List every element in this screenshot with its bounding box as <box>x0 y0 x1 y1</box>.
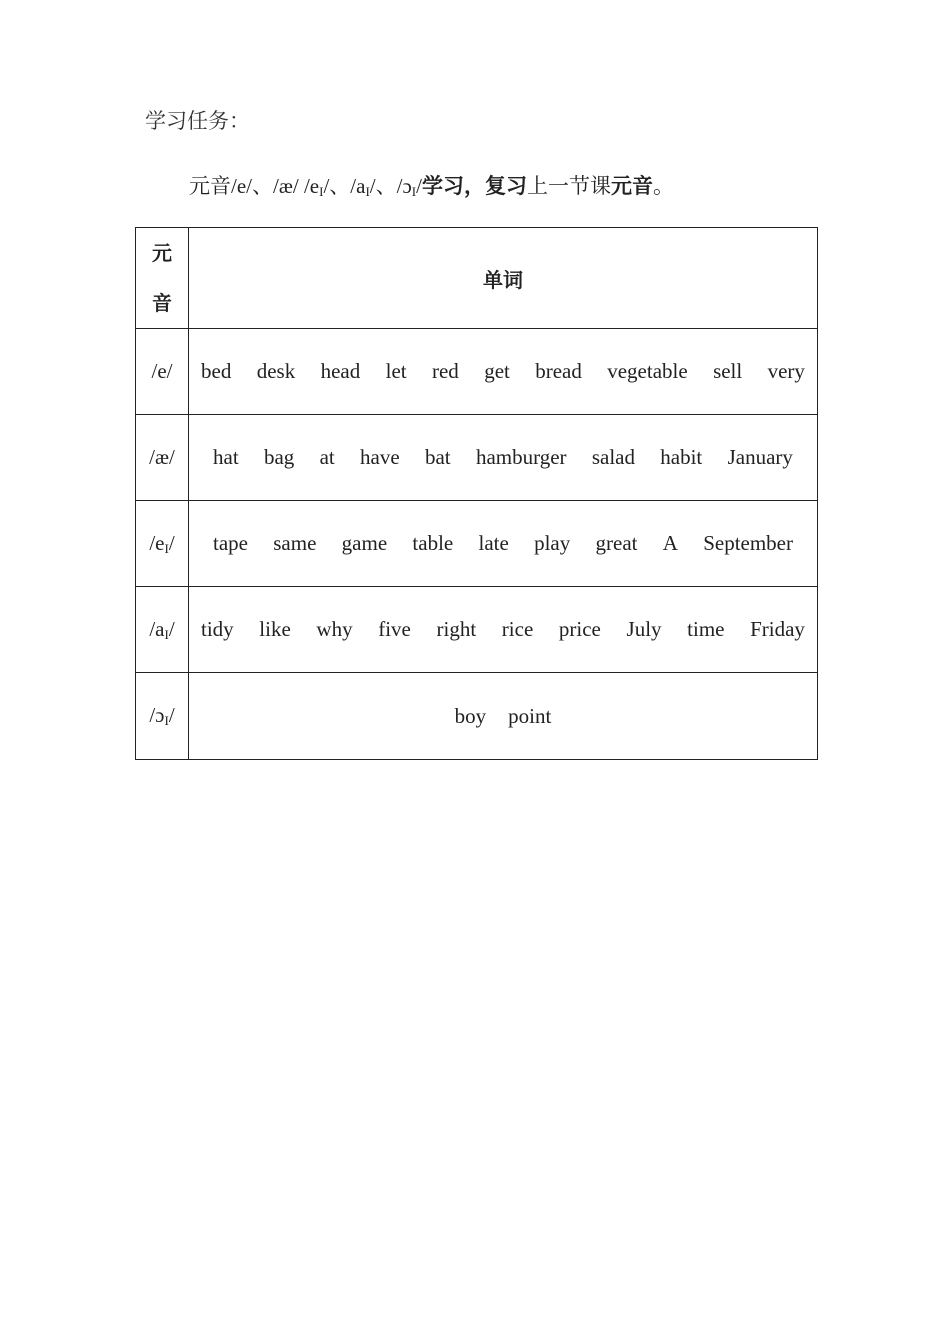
word-list <box>201 445 805 470</box>
words-cell <box>189 501 818 587</box>
word: hat <box>213 445 239 469</box>
word: why <box>316 617 353 641</box>
vowel-table <box>135 227 818 760</box>
word: red <box>431 359 459 383</box>
word-list <box>201 704 805 729</box>
word: bed <box>201 359 232 383</box>
vowel-cell: $/e_I/$ <box>136 501 189 587</box>
words-cell <box>189 673 818 760</box>
word: great <box>595 531 638 555</box>
word-list <box>201 359 805 384</box>
word: very <box>767 359 805 383</box>
word: sell <box>713 359 743 383</box>
vowel-cell: /e/ <box>136 329 189 415</box>
intro-vowel-ae: /æ/ <box>273 174 304 198</box>
word-list <box>201 531 805 556</box>
word: rice <box>501 617 534 641</box>
word: game <box>341 531 388 555</box>
header-words-cell: 单词 <box>189 228 818 329</box>
word: have <box>360 445 400 469</box>
word: let <box>385 359 407 383</box>
intro-separator: 、 <box>375 174 397 198</box>
word: bag <box>263 445 295 469</box>
word: right <box>436 617 477 641</box>
table-row <box>136 329 818 415</box>
word: habit <box>660 445 703 469</box>
header-vowel-line1: 元 <box>152 241 172 265</box>
header-vowel-line2: 音 <box>152 291 172 315</box>
intro-vowel-ai: $/a_I/$ <box>350 174 376 199</box>
table-row <box>136 587 818 673</box>
table-row <box>136 501 818 587</box>
intro-line <box>189 170 674 200</box>
word: January <box>727 445 793 469</box>
word-list <box>201 617 805 642</box>
word: tidy <box>201 617 234 641</box>
word: A <box>662 531 678 555</box>
intro-vowel-e: /e/ <box>231 174 252 198</box>
word: at <box>319 445 335 469</box>
intro-vowel-ei: $/e_I/$ <box>303 174 330 199</box>
intro-tail-text: 元音 <box>610 174 653 198</box>
word: play <box>534 531 571 555</box>
word: bread <box>535 359 582 383</box>
word: September <box>703 531 793 555</box>
word: vegetable <box>607 359 688 383</box>
word: table <box>412 531 454 555</box>
intro-mid-text: 上一节课 <box>526 174 611 198</box>
task-heading: 学习任务： <box>145 109 250 133</box>
word: hamburger <box>475 445 567 469</box>
words-cell <box>189 587 818 673</box>
intro-lead: 元音 <box>189 174 231 198</box>
word: get <box>484 359 510 383</box>
intro-vowel-oi: /ɔ$_I$/ <box>396 174 422 199</box>
word: like <box>259 617 291 641</box>
word: tape <box>213 531 248 555</box>
word: five <box>378 617 411 641</box>
word: late <box>478 531 509 555</box>
intro-separator: 、 <box>252 174 273 198</box>
table-row <box>136 415 818 501</box>
words-cell <box>189 415 818 501</box>
word: boy <box>454 703 487 728</box>
word: head <box>320 359 361 383</box>
word: July <box>626 617 662 641</box>
word: time <box>687 617 725 641</box>
table-header-row <box>136 228 818 329</box>
header-vowel-cell <box>136 228 189 329</box>
word: salad <box>591 445 635 469</box>
word: same <box>273 531 317 555</box>
word: desk <box>256 359 296 383</box>
vowel-cell: /æ/ <box>136 415 189 501</box>
table-row <box>136 673 818 760</box>
intro-period: 。 <box>652 174 674 198</box>
word: Friday <box>750 617 805 641</box>
word: price <box>558 617 601 641</box>
vowel-cell: /ɔ$_I$/ <box>136 673 189 760</box>
vowel-cell: $/a_I/$ <box>136 587 189 673</box>
intro-study-text: 学习，复习 <box>421 174 527 198</box>
word: bat <box>424 445 451 469</box>
word: point <box>508 703 552 728</box>
words-cell <box>189 329 818 415</box>
intro-separator: 、 <box>329 174 351 198</box>
